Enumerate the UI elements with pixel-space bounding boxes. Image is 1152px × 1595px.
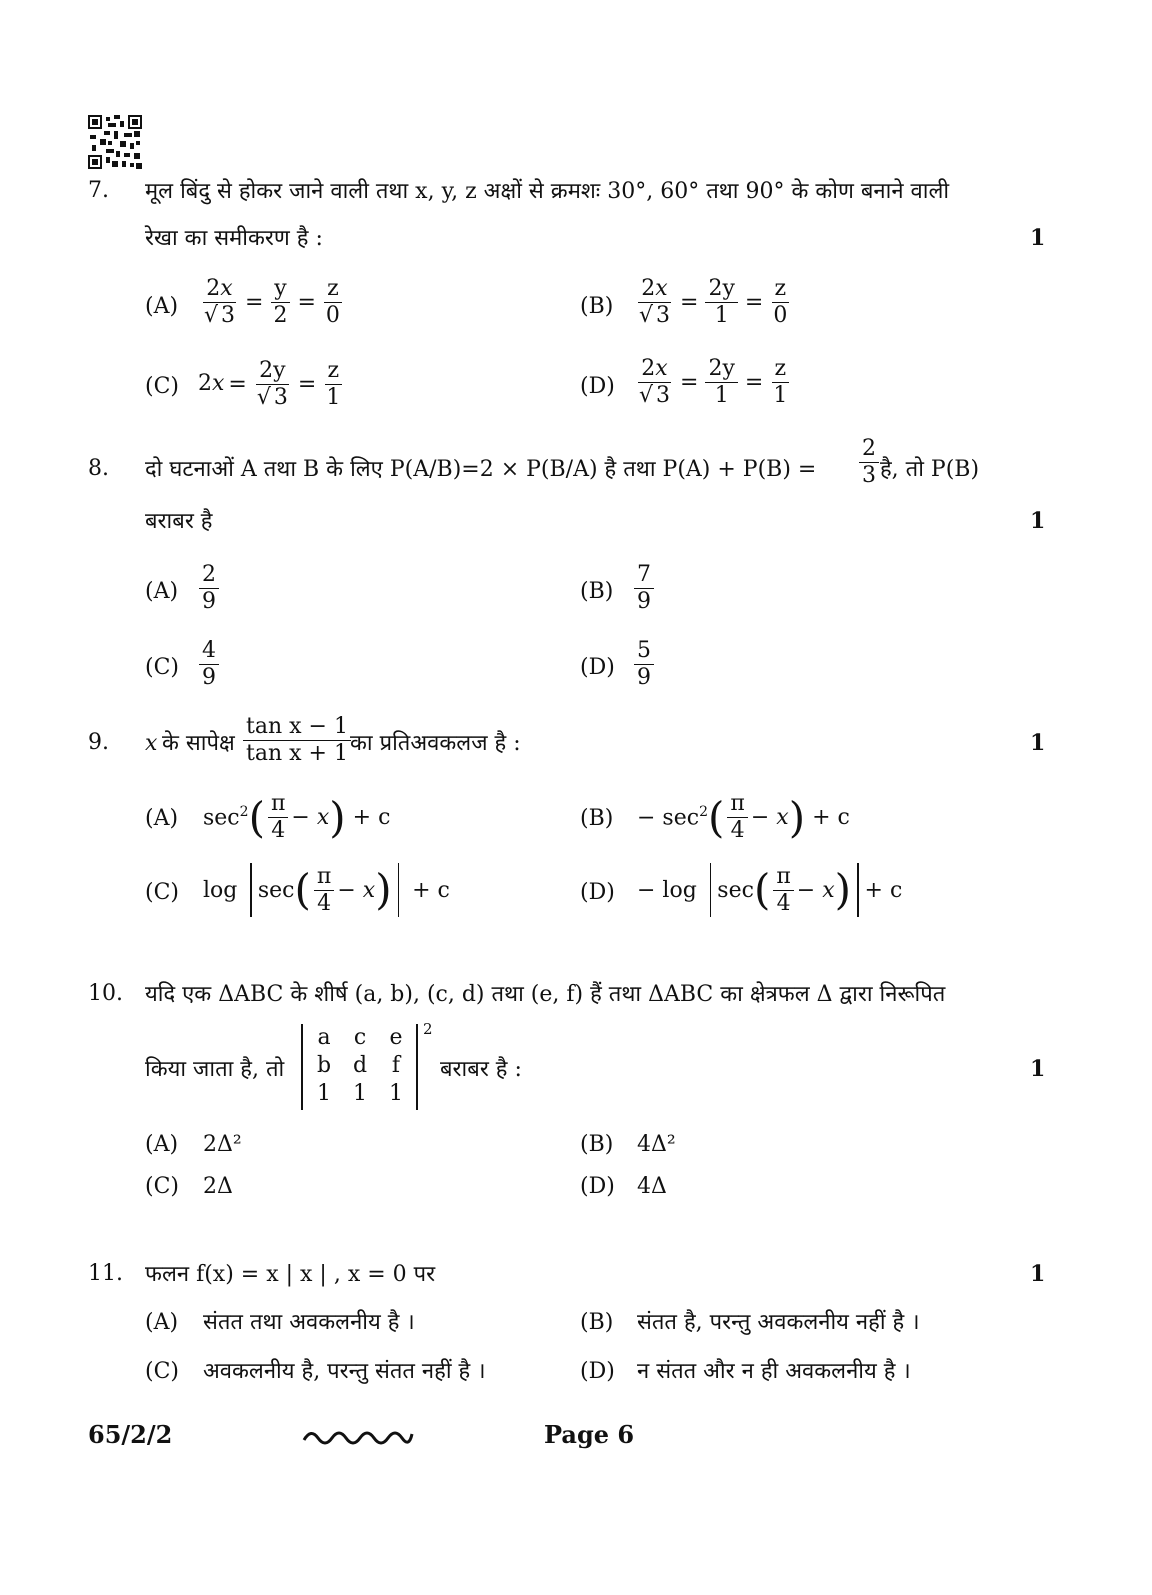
option-d-text: न संतत और न ही अवकलनीय है । — [637, 1359, 911, 1384]
marks: 1 — [1030, 1056, 1046, 1082]
question-fraction: $\frac{2}{3}$ — [856, 436, 882, 489]
option-label: (C) — [145, 655, 179, 680]
option-label: (A) — [145, 806, 179, 831]
option-a-math: $\frac{2x}{√ 3}$ = $\frac{y}{2}$ = $\frac{z}{0}$ — [204, 276, 340, 328]
question-number: 11. — [88, 1261, 123, 1286]
option-c-text: अवकलनीय है, परन्तु संतत नहीं है । — [203, 1359, 486, 1384]
question-number: 8. — [88, 456, 109, 481]
option-label: (A) — [145, 1132, 179, 1157]
question-text: यदि एक ΔABC के शीर्ष (a, b), (c, d) तथा (e, f) हैं तथा ΔABC का क्षेत्रफल Δ द्वारा निरूपित — [145, 982, 946, 1007]
question-text: बराबर है : — [440, 1057, 522, 1082]
question-number: 10. — [88, 981, 123, 1006]
option-d-math: $\frac{2x}{√ 3}$ = $\frac{2y}{1}$ = $\frac{z}{1}$ — [639, 356, 788, 408]
question-text: का प्रतिअवकलज है : — [350, 731, 521, 756]
option-label: (C) — [145, 1359, 179, 1384]
option-c-math: 2x = $\frac{2y}{√ 3}$ = $\frac{z}{1}$ — [198, 357, 341, 410]
question-text: के सापेक्ष — [162, 731, 235, 756]
marks: 1 — [1030, 730, 1046, 756]
option-label: (D) — [580, 1359, 615, 1384]
option-a-text: संतत तथा अवकलनीय है । — [203, 1310, 415, 1335]
option-b-text: 4Δ² — [637, 1132, 676, 1157]
option-label: (B) — [580, 1310, 614, 1335]
option-label: (C) — [145, 880, 179, 905]
paper-code: 65/2/2 — [88, 1420, 173, 1449]
option-label: (D) — [580, 1174, 615, 1199]
option-label: (B) — [580, 1132, 614, 1157]
wave-ornament-icon — [302, 1426, 414, 1448]
option-label: (D) — [580, 374, 615, 399]
question-fraction: $\frac{\text{tan x − 1}}{\text{tan x + 1}}$ — [240, 714, 354, 767]
question-text: रेखा का समीकरण है : — [145, 226, 323, 251]
option-a-math: $\sec^2$ ( $\frac{\pi}{4}$ − x ) + c — [203, 791, 391, 843]
option-d-math: − log sec ( $\frac{\pi}{4}$ − x ) + c — [637, 863, 903, 916]
marks: 1 — [1030, 225, 1046, 251]
option-c-math: $\frac{4}{9}$ — [196, 638, 222, 691]
option-a-text: 2Δ² — [203, 1132, 242, 1157]
determinant-power: 2 — [423, 1020, 433, 1038]
question-number: 9. — [88, 730, 109, 755]
option-label: (B) — [580, 806, 614, 831]
question-text: है, तो P(B) — [880, 457, 980, 482]
option-b-math: $\frac{2x}{√ 3}$ = $\frac{2y}{1}$ = $\frac{z}{0}$ — [639, 276, 788, 328]
option-b-text: संतत है, परन्तु अवकलनीय नहीं है । — [637, 1310, 920, 1335]
option-label: (B) — [580, 294, 614, 319]
question-text: मूल बिंदु से होकर जाने वाली तथा x, y, z अक्षों से क्रमशः 30°, 60° तथा 90° के कोण बनाने वाली — [145, 179, 950, 204]
option-c-math: log sec ( $\frac{\pi}{4}$ − x ) + c — [203, 863, 450, 916]
option-b-math: − $\sec^2$ ( $\frac{\pi}{4}$ − x ) + c — [637, 791, 850, 843]
question-text: बराबर है — [145, 509, 213, 534]
page-number: Page 6 — [544, 1420, 635, 1449]
marks: 1 — [1030, 508, 1046, 534]
question-text: किया जाता है, तो — [145, 1057, 285, 1082]
question-number: 7. — [88, 178, 109, 203]
option-label: (D) — [580, 655, 615, 680]
option-label: (D) — [580, 880, 615, 905]
question-text: दो घटनाओं A तथा B के लिए P(A/B)=2 × P(B/A) है तथा P(A) + P(B) = — [145, 457, 817, 482]
option-d-text: 4Δ — [637, 1174, 667, 1199]
determinant-matrix: a c e b d f 1 1 1 — [316, 1025, 403, 1106]
option-d-math: $\frac{5}{9}$ — [631, 638, 657, 691]
option-label: (A) — [145, 1310, 179, 1335]
qr-code-icon — [88, 115, 142, 169]
option-label: (C) — [145, 374, 179, 399]
option-label: (B) — [580, 579, 614, 604]
question-text: फलन f(x) = x | x | , x = 0 पर — [145, 1262, 436, 1287]
option-label: (A) — [145, 294, 179, 319]
determinant-bar-left — [301, 1024, 303, 1110]
option-label: (C) — [145, 1174, 179, 1199]
determinant-bar-right — [416, 1024, 418, 1110]
variable-x: x — [145, 731, 158, 756]
marks: 1 — [1030, 1261, 1046, 1287]
option-b-math: $\frac{7}{9}$ — [631, 562, 657, 615]
option-c-text: 2Δ — [203, 1174, 233, 1199]
option-a-math: $\frac{2}{9}$ — [196, 562, 222, 615]
option-label: (A) — [145, 579, 179, 604]
